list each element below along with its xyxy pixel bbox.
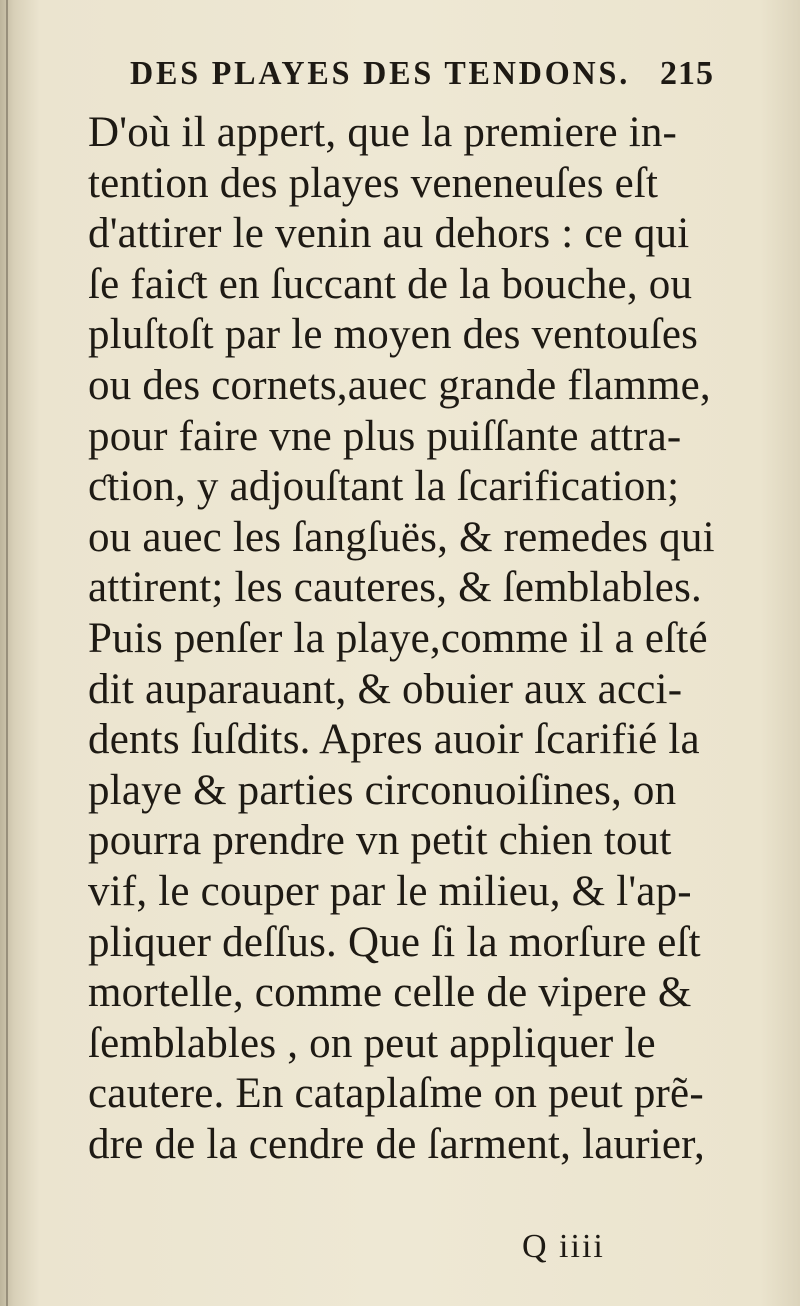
signature-mark: Q iiii (522, 1228, 605, 1265)
text-line: pourra prendre vn petit chien tout (88, 817, 672, 865)
text-line: vif, le couper par le milieu, & l'ap- (88, 867, 692, 915)
text-line: pour faire vne plus puiſſante attra- (88, 412, 682, 460)
text-line: attirent; les cauteres, & ſemblables. (88, 564, 702, 612)
binding-gutter (6, 0, 8, 1306)
text-line: dre de la cendre de ſarment, laurier, (88, 1120, 705, 1168)
text-line: ſe faiƈt en ſuccant de la bouche, ou (88, 260, 693, 308)
text-line: ƈtion, y adjouſtant la ſcarification; (88, 463, 680, 511)
text-line: dents ſuſdits. Apres auoir ſcarifié la (88, 716, 700, 764)
text-line: Puis penſer la playe,comme il a eſté (88, 614, 708, 662)
text-line: pliquer deſſus. Que ſi la morſure eſt (88, 918, 701, 966)
text-line: pluſtoſt par le moyen des ventouſes (88, 311, 699, 359)
text-line: tention des playes veneneuſes eſt (88, 159, 659, 207)
running-title: DES PLAYES DES TENDONS. (130, 55, 631, 92)
running-head (130, 55, 770, 105)
text-line: cautere. En cataplaſme on peut prẽ- (88, 1070, 704, 1118)
text-line: dit auparauant, & obuier aux acci- (88, 665, 683, 713)
page-number: 215 (660, 55, 714, 92)
text-line: ſemblables , on peut appliquer le (88, 1019, 656, 1067)
text-line: d'attirer le venin au dehors : ce qui (88, 210, 690, 258)
text-line: ou auec les ſangſuës, & remedes qui (88, 513, 715, 561)
body-text (88, 108, 778, 1170)
text-line: mortelle, comme celle de vipere & (88, 969, 692, 1017)
text-line: ou des cornets,auec grande flamme, (88, 361, 711, 409)
text-line: playe & parties circonuoiſines, on (88, 766, 677, 814)
text-line: D'où il appert, que la premiere in- (88, 109, 678, 156)
